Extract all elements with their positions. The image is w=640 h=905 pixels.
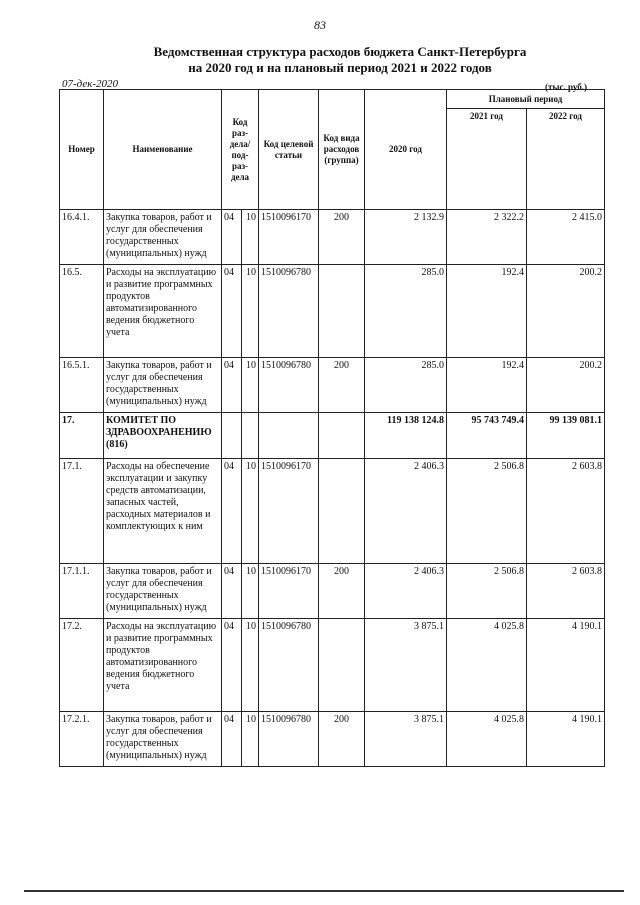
header-type: Код вида расходов (группа): [319, 90, 365, 210]
row-section: 04: [222, 564, 242, 619]
row-value-2020: 3 875.1: [365, 619, 447, 712]
row-number: 17.: [60, 413, 104, 459]
row-number: 17.1.: [60, 459, 104, 564]
row-subsection: 10: [242, 459, 259, 564]
row-section: [222, 413, 242, 459]
row-section: 04: [222, 358, 242, 413]
row-value-2021: 2 506.8: [447, 564, 527, 619]
row-value-2021: 4 025.8: [447, 619, 527, 712]
row-subsection: 10: [242, 564, 259, 619]
row-number: 17.2.: [60, 619, 104, 712]
row-target: 1510096780: [259, 619, 319, 712]
row-type: 200: [319, 712, 365, 767]
row-name: Закупка товаров, работ и услуг для обеспечения государственных (муниципальных) нужд: [104, 564, 222, 619]
row-name: Закупка товаров, работ и услуг для обеспечения государственных (муниципальных) нужд: [104, 712, 222, 767]
page-number: 83: [314, 18, 326, 32]
row-subsection: 10: [242, 358, 259, 413]
row-name: Расходы на обеспечение эксплуатации и закупку средств автоматизации, запасных частей, расходных материалов и комплектующих к ним: [104, 459, 222, 564]
row-target: 1510096780: [259, 265, 319, 358]
row-target: 1510096170: [259, 210, 319, 265]
row-number: 17.2.1.: [60, 712, 104, 767]
row-target: 1510096170: [259, 564, 319, 619]
row-number: 16.5.: [60, 265, 104, 358]
row-name: Закупка товаров, работ и услуг для обеспечения государственных (муниципальных) нужд: [104, 358, 222, 413]
row-subsection: 10: [242, 712, 259, 767]
row-value-2022: 200.2: [527, 265, 605, 358]
row-value-2020: 285.0: [365, 358, 447, 413]
header-row: [60, 90, 605, 109]
header-2022: 2022 год: [527, 109, 605, 210]
row-target: 1510096780: [259, 712, 319, 767]
row-value-2021: 192.4: [447, 265, 527, 358]
row-value-2022: 2 603.8: [527, 564, 605, 619]
row-name: Закупка товаров, работ и услуг для обеспечения государственных (муниципальных) нужд: [104, 210, 222, 265]
row-number: 16.5.1.: [60, 358, 104, 413]
row-value-2022: 99 139 081.1: [527, 413, 605, 459]
table-row: [60, 265, 605, 358]
row-value-2021: 192.4: [447, 358, 527, 413]
header-2021: 2021 год: [447, 109, 527, 210]
row-section: 04: [222, 712, 242, 767]
header-plan-period: Плановый период: [447, 90, 605, 109]
row-target: 1510096780: [259, 358, 319, 413]
row-type: 200: [319, 564, 365, 619]
row-target: 1510096170: [259, 459, 319, 564]
row-subsection: 10: [242, 210, 259, 265]
header-target: Код целевой статьи: [259, 90, 319, 210]
document-title: [60, 44, 620, 76]
row-target: [259, 413, 319, 459]
header-2020: 2020 год: [365, 90, 447, 210]
row-name: КОМИТЕТ ПО ЗДРАВООХРАНЕНИЮ (816): [104, 413, 222, 459]
row-value-2022: 4 190.1: [527, 619, 605, 712]
units-label: (тыс. руб.): [545, 82, 587, 92]
row-type: [319, 619, 365, 712]
header-number: Номер: [60, 90, 104, 210]
row-type: 200: [319, 358, 365, 413]
row-subsection: 10: [242, 265, 259, 358]
table-row: [60, 459, 605, 564]
row-value-2020: 3 875.1: [365, 712, 447, 767]
row-section: 04: [222, 619, 242, 712]
table-row: [60, 210, 605, 265]
row-section: 04: [222, 459, 242, 564]
row-type: 200: [319, 210, 365, 265]
row-value-2020: 2 132.9: [365, 210, 447, 265]
row-name: Расходы на эксплуатацию и развитие программных продуктов автоматизированного ведения бюджетного учета: [104, 619, 222, 712]
row-value-2022: 4 190.1: [527, 712, 605, 767]
table-row: [60, 712, 605, 767]
row-value-2021: 4 025.8: [447, 712, 527, 767]
table-row: [60, 564, 605, 619]
header-section: Код раз-дела/ под-раз-дела: [222, 90, 259, 210]
row-section: 04: [222, 210, 242, 265]
footer-divider: [24, 890, 624, 892]
title-line-1: Ведомственная структура расходов бюджета Санкт-Петербурга: [153, 44, 527, 59]
table-row: [60, 619, 605, 712]
table-row: [60, 413, 605, 459]
header-name: Наименование: [104, 90, 222, 210]
row-number: 16.4.1.: [60, 210, 104, 265]
row-value-2021: 2 322.2: [447, 210, 527, 265]
row-type: [319, 459, 365, 564]
row-value-2022: 2 415.0: [527, 210, 605, 265]
row-type: [319, 265, 365, 358]
row-value-2021: 95 743 749.4: [447, 413, 527, 459]
row-value-2020: 2 406.3: [365, 459, 447, 564]
row-value-2020: 119 138 124.8: [365, 413, 447, 459]
row-value-2020: 285.0: [365, 265, 447, 358]
row-subsection: [242, 413, 259, 459]
row-type: [319, 413, 365, 459]
document-date: 07-дек-2020: [62, 78, 119, 90]
row-section: 04: [222, 265, 242, 358]
title-line-2: на 2020 год и на плановый период 2021 и 2022 годов: [188, 60, 492, 75]
budget-table: [59, 89, 605, 767]
row-name: Расходы на эксплуатацию и развитие программных продуктов автоматизированного ведения бюджетного учета: [104, 265, 222, 358]
row-value-2020: 2 406.3: [365, 564, 447, 619]
row-value-2022: 2 603.8: [527, 459, 605, 564]
row-value-2021: 2 506.8: [447, 459, 527, 564]
row-value-2022: 200.2: [527, 358, 605, 413]
table-row: [60, 358, 605, 413]
row-subsection: 10: [242, 619, 259, 712]
row-number: 17.1.1.: [60, 564, 104, 619]
